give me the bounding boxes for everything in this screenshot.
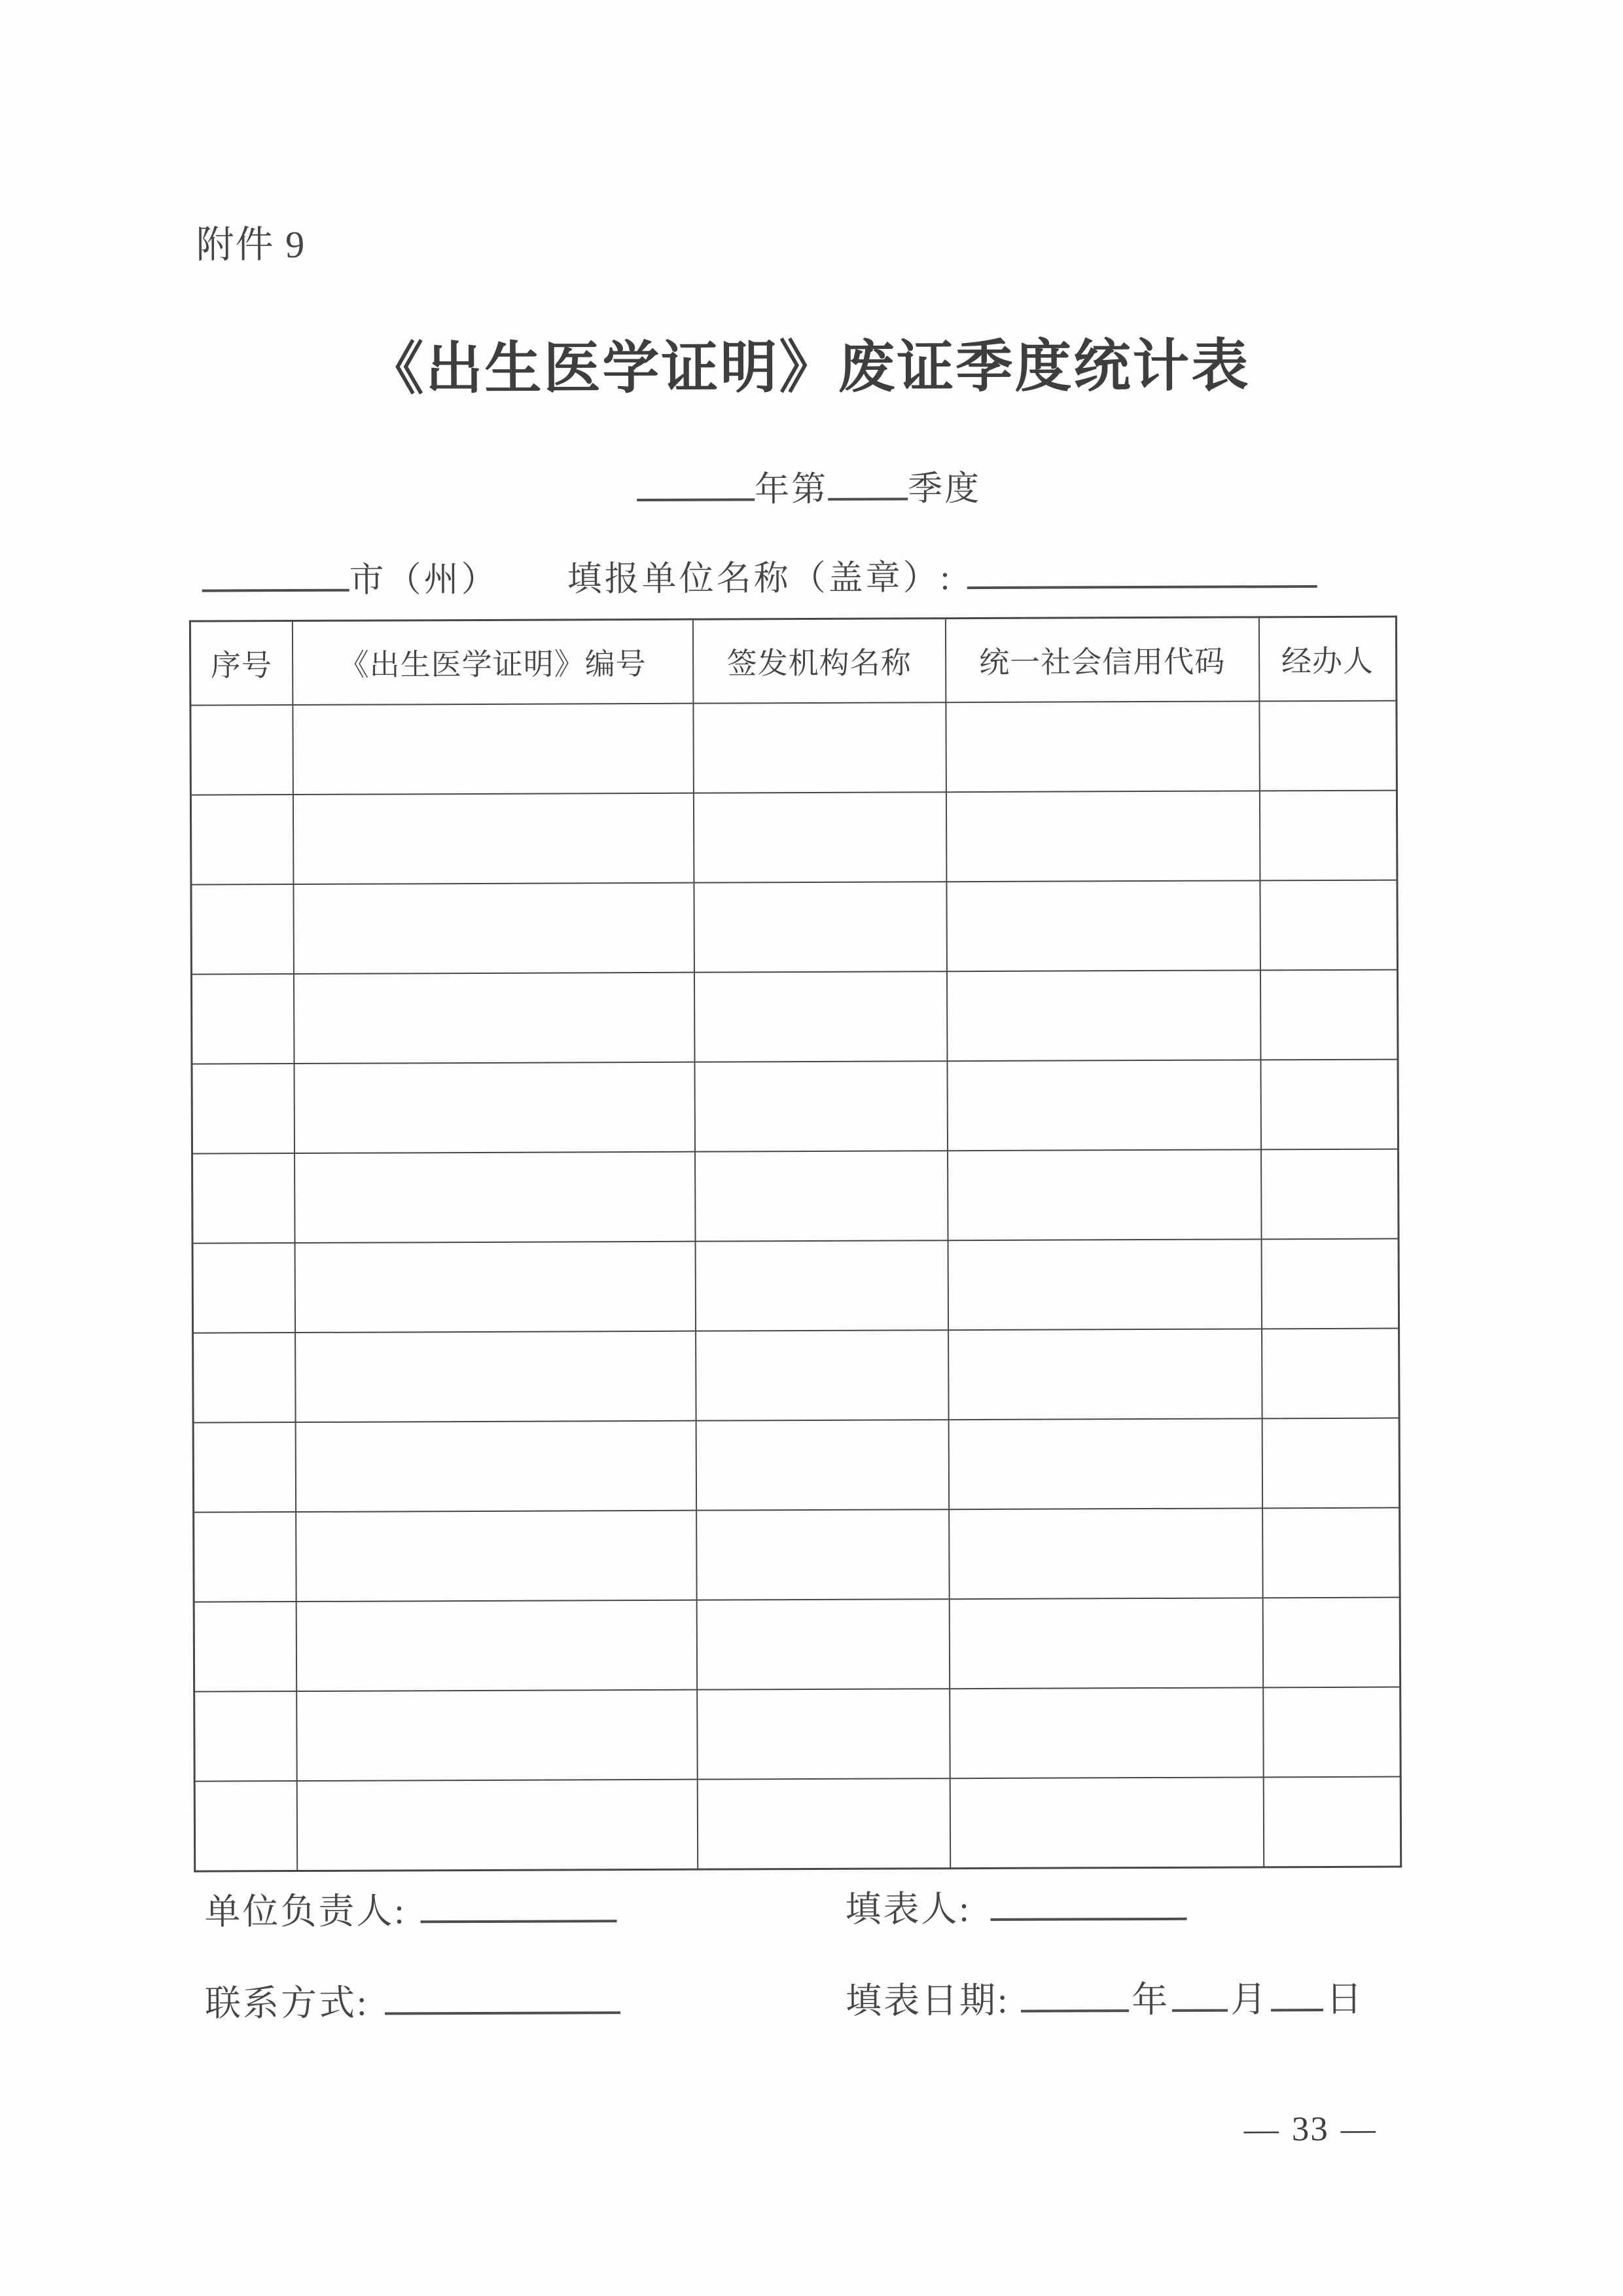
empty-cell — [693, 702, 946, 793]
table-row — [194, 1598, 1400, 1692]
empty-cell — [1260, 880, 1398, 971]
empty-cell — [948, 1149, 1262, 1240]
quarter-blank-field — [828, 478, 908, 501]
empty-cell — [947, 1060, 1261, 1151]
empty-cell — [294, 1242, 696, 1333]
empty-cell — [296, 1690, 698, 1781]
empty-cell — [696, 1599, 950, 1689]
empty-cell — [1262, 1418, 1400, 1509]
table-row — [191, 970, 1398, 1064]
date-year-suffix: 年 — [1132, 1979, 1170, 2020]
empty-cell — [696, 1330, 949, 1420]
empty-cell — [295, 1421, 696, 1512]
org-line — [202, 554, 1317, 603]
page-number-dash-right: — — [1340, 2109, 1377, 2148]
table-row — [190, 701, 1397, 795]
table-row — [193, 1329, 1400, 1423]
unit-head-line — [204, 1887, 617, 1935]
contact-blank-field — [385, 1992, 620, 2015]
empty-cell — [1263, 1777, 1401, 1867]
empty-cell — [1259, 701, 1397, 791]
empty-cell — [192, 1243, 295, 1333]
table-row — [194, 1777, 1401, 1872]
table-row — [192, 1239, 1399, 1333]
fill-date-line — [846, 1976, 1364, 2025]
empty-cell — [193, 1333, 296, 1423]
empty-cell — [293, 704, 694, 795]
empty-cell — [694, 882, 947, 972]
contact-label: 联系方式: — [204, 1982, 369, 2024]
empty-cell — [946, 970, 1260, 1061]
period-line — [0, 464, 1620, 515]
column-header-4: 经办人 — [1258, 617, 1396, 701]
empty-cell — [1260, 1060, 1399, 1150]
unit-name-blank-field — [967, 566, 1317, 589]
empty-cell — [695, 1151, 948, 1241]
empty-cell — [948, 1239, 1262, 1330]
empty-cell — [948, 1418, 1262, 1509]
contact-line — [205, 1979, 621, 2027]
page-number — [1244, 2109, 1377, 2149]
empty-cell — [1260, 970, 1398, 1060]
column-header-0: 序号 — [190, 621, 292, 706]
empty-cell — [192, 1153, 295, 1244]
empty-cell — [1259, 791, 1397, 881]
empty-cell — [1262, 1598, 1400, 1688]
column-header-2: 签发机构名称 — [692, 619, 945, 704]
empty-cell — [950, 1777, 1264, 1868]
empty-cell — [693, 792, 946, 882]
empty-cell — [193, 1422, 296, 1513]
empty-cell — [190, 705, 293, 795]
empty-cell — [194, 1602, 296, 1692]
table-row — [192, 1060, 1399, 1154]
period-year-suffix: 年第 — [755, 470, 829, 509]
empty-cell — [694, 971, 947, 1062]
empty-cell — [296, 1780, 698, 1871]
unit-head-label: 单位负责人: — [204, 1891, 406, 1932]
page-number-dash-left: — — [1243, 2110, 1280, 2149]
empty-cell — [293, 973, 694, 1064]
city-blank-field — [202, 570, 349, 592]
empty-cell — [296, 1511, 697, 1602]
attachment-label: 附件 9 — [196, 223, 306, 266]
empty-cell — [296, 1600, 697, 1691]
empty-cell — [946, 791, 1260, 882]
empty-cell — [697, 1689, 950, 1779]
empty-cell — [191, 884, 294, 975]
date-month-blank-field — [1172, 1989, 1228, 2012]
table-row — [192, 1149, 1399, 1244]
unit-name-label: 填报单位名称（盖章）: — [567, 559, 953, 599]
unit-head-blank-field — [421, 1900, 617, 1923]
column-header-3: 统一社会信用代码 — [945, 617, 1258, 702]
empty-cell — [948, 1329, 1262, 1420]
empty-cell — [294, 1062, 695, 1153]
empty-cell — [194, 1691, 297, 1782]
empty-cell — [1262, 1329, 1400, 1419]
preparer-label: 填表人: — [845, 1889, 971, 1929]
table-row — [190, 791, 1397, 885]
city-suffix: 市（州） — [349, 560, 499, 600]
page-number-value: 33 — [1291, 2109, 1329, 2149]
voided-certificate-table — [189, 616, 1402, 1873]
empty-cell — [1263, 1687, 1401, 1778]
table-row — [194, 1508, 1400, 1602]
empty-cell — [191, 974, 294, 1064]
empty-cell — [694, 1061, 948, 1151]
empty-cell — [194, 1781, 297, 1871]
preparer-blank-field — [991, 1898, 1187, 1921]
period-quarter-suffix: 季度 — [908, 469, 982, 509]
fill-date-label: 填表日期: — [845, 1980, 1010, 2021]
empty-cell — [696, 1420, 949, 1510]
empty-cell — [190, 795, 293, 885]
empty-cell — [949, 1508, 1263, 1599]
empty-cell — [1261, 1239, 1399, 1329]
date-year-blank-field — [1021, 1990, 1129, 2013]
empty-cell — [695, 1240, 948, 1331]
table-header-row — [190, 617, 1396, 706]
empty-cell — [1262, 1508, 1400, 1598]
empty-cell — [949, 1598, 1263, 1689]
empty-cell — [950, 1687, 1264, 1778]
date-day-blank-field — [1271, 1989, 1323, 2012]
year-blank-field — [637, 479, 755, 501]
table-row — [193, 1418, 1400, 1513]
preparer-line — [845, 1885, 1187, 1933]
empty-cell — [293, 883, 694, 974]
empty-cell — [946, 701, 1260, 792]
empty-cell — [295, 1331, 696, 1422]
empty-cell — [697, 1778, 950, 1869]
empty-cell — [696, 1509, 950, 1600]
empty-cell — [194, 1512, 296, 1602]
empty-cell — [1261, 1149, 1399, 1240]
date-month-suffix: 月 — [1230, 1979, 1269, 2020]
empty-cell — [192, 1064, 294, 1154]
table-row — [194, 1687, 1401, 1782]
empty-cell — [293, 793, 694, 884]
empty-cell — [946, 880, 1260, 971]
column-header-1: 《出生医学证明》编号 — [292, 619, 692, 705]
table-row — [191, 880, 1398, 975]
date-day-suffix: 日 — [1326, 1979, 1364, 2019]
page-title: 《出生医学证明》废证季度统计表 — [366, 334, 1251, 401]
empty-cell — [294, 1152, 696, 1243]
